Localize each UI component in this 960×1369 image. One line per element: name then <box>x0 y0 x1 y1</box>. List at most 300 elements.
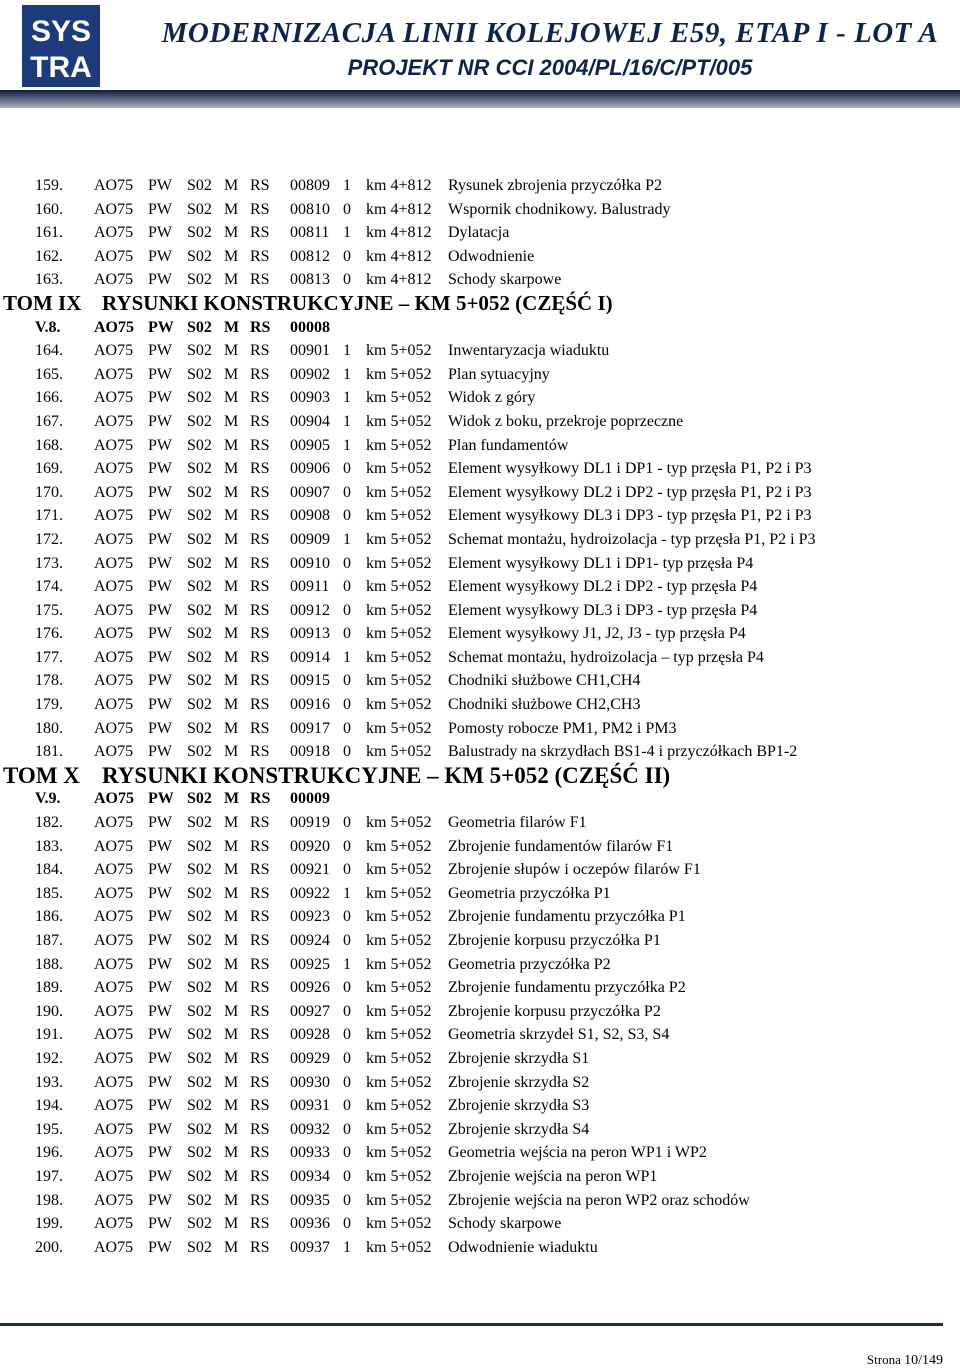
cell-rs: RS <box>250 908 270 926</box>
cell-s: S02 <box>187 412 212 430</box>
cell-num: 00915 <box>290 672 330 690</box>
cell-km: km 4+812 <box>366 247 432 265</box>
cell-km: km 5+052 <box>366 483 432 501</box>
cell-s: S02 <box>187 224 212 242</box>
cell-s: S02 <box>187 389 212 407</box>
cell-num: 00936 <box>290 1215 330 1233</box>
cell-pw: PW <box>148 554 172 572</box>
cell-pw: PW <box>148 884 172 902</box>
table-row <box>0 599 960 623</box>
cell-num: 00914 <box>290 648 330 666</box>
cell-no: 186. <box>35 908 63 926</box>
cell-m: M <box>224 861 239 879</box>
cell-pw: PW <box>148 672 172 690</box>
cell-ao: AO75 <box>94 1002 134 1020</box>
table-row <box>0 198 960 222</box>
cell-desc: Zbrojenie korpusu przyczółka P1 <box>448 932 661 949</box>
cell-km: km 5+052 <box>366 837 432 855</box>
cell-desc: Schody skarpowe <box>448 1215 562 1233</box>
cell-desc: Odwodnienie wiaduktu <box>448 1238 598 1256</box>
cell-km: km 5+052 <box>366 908 432 926</box>
cell-rev: 0 <box>343 1167 351 1185</box>
cell-ao: AO75 <box>94 837 134 855</box>
cell-ao: AO75 <box>94 1049 134 1067</box>
cell-num: 00811 <box>290 224 330 242</box>
cell-s: S02 <box>187 554 212 572</box>
cell-desc: Zbrojenie słupów i oczepów filarów F1 <box>448 861 701 879</box>
cell-m: M <box>224 1144 239 1162</box>
cell-rev: 0 <box>343 578 351 596</box>
cell-ao: AO75 <box>94 884 134 902</box>
cell-m: M <box>224 814 239 832</box>
cell-km: km 5+052 <box>366 861 432 879</box>
logo-text-top: SYS <box>30 15 92 48</box>
cell-desc: Element wysyłkowy DL2 i DP2 - typ przęsła P4 <box>448 578 758 596</box>
table-row <box>0 1071 960 1095</box>
cell-s: S02 <box>187 719 212 737</box>
cell-m: M <box>224 908 239 926</box>
cell-desc: Plan sytuacyjny <box>448 365 550 383</box>
cell-rev: 1 <box>343 389 351 407</box>
page-number: 10/149 <box>904 1353 943 1368</box>
cell-desc: Element wysyłkowy DL1 i DP1- typ przęsła P4 <box>448 554 754 572</box>
cell-rev: 1 <box>343 412 351 430</box>
cell-desc: Wspornik chodnikowy. Balustrady <box>448 200 671 218</box>
cell-km: km 5+052 <box>366 979 432 997</box>
cell-km: km 5+052 <box>366 884 432 902</box>
cell-rev: 0 <box>343 1215 351 1233</box>
volume-code-row <box>0 787 960 811</box>
cell-s: S02 <box>187 1238 212 1256</box>
cell-pw: PW <box>148 1073 172 1091</box>
cell-km: km 5+052 <box>366 460 432 478</box>
cell-num: 00923 <box>290 908 330 926</box>
cell-num: 00911 <box>290 578 330 596</box>
table-row <box>0 1141 960 1165</box>
cell-m: M <box>224 672 239 690</box>
cell-km: km 5+052 <box>366 1191 432 1209</box>
cell-m: M <box>224 884 239 902</box>
cell-rev: 1 <box>343 648 351 666</box>
cell-rev: 1 <box>343 884 351 902</box>
cell-m: M <box>224 177 239 194</box>
cell-km: km 5+052 <box>366 1120 432 1138</box>
cell-num: 00912 <box>290 601 330 619</box>
header-bar <box>0 90 960 108</box>
cell-desc: Schody skarpowe <box>448 271 562 289</box>
cell-pw: PW <box>148 1097 172 1115</box>
cell-s: S02 <box>187 1097 212 1115</box>
cell-s: S02 <box>187 507 212 525</box>
page-footer <box>867 1352 943 1369</box>
cell-desc: Zbrojenie wejścia na peron WP1 <box>448 1167 658 1185</box>
cell-desc: Zbrojenie korpusu przyczółka P2 <box>448 1002 661 1020</box>
cell-rs: RS <box>250 200 270 218</box>
cell-m: M <box>224 247 239 265</box>
table-row <box>0 221 960 245</box>
cell-no: 192. <box>35 1049 63 1067</box>
cell-num: 00904 <box>290 412 330 430</box>
cell-no: 200. <box>35 1238 63 1256</box>
cell-rev: 0 <box>343 1144 351 1162</box>
cell-m: M <box>224 1073 239 1091</box>
cell-m: M <box>224 271 239 289</box>
table-row <box>0 693 960 717</box>
cell-km: km 5+052 <box>366 412 432 430</box>
cell-km: km 5+052 <box>366 1026 432 1044</box>
cell-no: 195. <box>35 1120 63 1138</box>
cell-rs: RS <box>250 177 270 194</box>
cell-km: km 5+052 <box>366 1215 432 1233</box>
cell-m: M <box>224 389 239 407</box>
cell-rev: 0 <box>343 247 351 265</box>
cell-num: 00901 <box>290 342 330 360</box>
table-row <box>0 434 960 458</box>
cell-m: M <box>224 1097 239 1115</box>
cell-ao: AO75 <box>94 1144 134 1162</box>
cell-ao: AO75 <box>94 719 134 737</box>
cell-no: 190. <box>35 1002 63 1020</box>
cell-rev: 0 <box>343 1049 351 1067</box>
cell-rev: 0 <box>343 1097 351 1115</box>
table-row <box>0 858 960 882</box>
cell-ao: AO75 <box>94 177 134 194</box>
cell-rev: 1 <box>343 342 351 360</box>
table-row <box>0 1047 960 1071</box>
cell-pw: PW <box>148 1120 172 1138</box>
cell-rev: 0 <box>343 814 351 832</box>
cell-no: 164. <box>35 342 63 360</box>
cell-num: 00917 <box>290 719 330 737</box>
cell-desc: Schemat montażu, hydroizolacja - typ przęsła P1, P2 i P3 <box>448 530 816 548</box>
cell-pw: PW <box>148 1049 172 1067</box>
cell-no: 170. <box>35 483 63 501</box>
cell-ao: AO75 <box>94 224 134 242</box>
cell-ao: AO75 <box>94 601 134 619</box>
cell-m: M <box>224 648 239 666</box>
volume-label: TOM X <box>3 762 80 788</box>
table-row <box>0 646 960 670</box>
cell-s: S02 <box>187 814 212 832</box>
cell-s: S02 <box>187 247 212 265</box>
cell-rs: RS <box>250 1215 270 1233</box>
cell-desc: Plan fundamentów <box>448 436 569 454</box>
cell-s: S02 <box>187 1167 212 1185</box>
cell-ao: AO75 <box>94 648 134 666</box>
cell-no: 174. <box>35 578 63 596</box>
cell-ao: AO75 <box>94 1215 134 1233</box>
cell-desc: Schemat montażu, hydroizolacja – typ przęsła P4 <box>448 648 764 666</box>
cell-rs: RS <box>250 932 270 949</box>
cell-s: S02 <box>187 837 212 855</box>
cell-rev: 1 <box>343 955 351 973</box>
cell-rev: 0 <box>343 908 351 926</box>
cell-rev: 0 <box>343 507 351 525</box>
cell-num: 00910 <box>290 554 330 572</box>
table-row <box>0 835 960 859</box>
cell-rs: RS <box>250 271 270 289</box>
cell-pw: PW <box>148 224 172 242</box>
volume-label: TOM IX <box>3 290 82 315</box>
cell-s: S02 <box>187 648 212 666</box>
cell-desc: Rysunek zbrojenia przyczółka P2 <box>448 177 662 194</box>
cell-num: 00926 <box>290 979 330 997</box>
cell-num: 00920 <box>290 837 330 855</box>
cell-pw: PW <box>148 271 172 289</box>
cell-no: 196. <box>35 1144 63 1162</box>
cell-num: 00933 <box>290 1144 330 1162</box>
cell-num: 00810 <box>290 200 330 218</box>
cell-km: km 5+052 <box>366 578 432 596</box>
cell-num: 00812 <box>290 247 330 265</box>
cell-pw: PW <box>148 200 172 218</box>
table-row <box>0 528 960 552</box>
cell-m: M <box>224 1002 239 1020</box>
cell-km: km 5+052 <box>366 365 432 383</box>
cell-rs: RS <box>250 1097 270 1115</box>
cell-m: M <box>224 578 239 596</box>
cell-km: km 4+812 <box>366 271 432 289</box>
cell-rs: RS <box>250 389 270 407</box>
cell-ao: AO75 <box>94 932 134 949</box>
cell-no: 167. <box>35 412 63 430</box>
cell-rev: 0 <box>343 483 351 501</box>
cell-s: S02 <box>187 436 212 454</box>
cell-pw: PW <box>148 530 172 548</box>
cell-km: km 5+052 <box>366 1097 432 1115</box>
cell-desc: Zbrojenie fundamentu przyczółka P2 <box>448 979 686 997</box>
cell-num: 00922 <box>290 884 330 902</box>
cell-s: S02 <box>187 365 212 383</box>
cell-desc: Geometria wejścia na peron WP1 i WP2 <box>448 1144 707 1162</box>
cell-desc: Chodniki służbowe CH1,CH4 <box>448 672 641 690</box>
table-row <box>0 386 960 410</box>
cell-desc: Inwentaryzacja wiaduktu <box>448 342 610 360</box>
cell-ao: AO75 <box>94 955 134 973</box>
cell-pw: PW <box>148 601 172 619</box>
cell-s: S02 <box>187 790 212 808</box>
cell-m: M <box>224 1238 239 1256</box>
cell-no: 179. <box>35 696 63 714</box>
cell-rev: 0 <box>343 1073 351 1091</box>
cell-no: 185. <box>35 884 63 902</box>
cell-num: 00908 <box>290 507 330 525</box>
cell-m: M <box>224 1191 239 1209</box>
cell-no: 163. <box>35 271 63 289</box>
cell-ao: AO75 <box>94 507 134 525</box>
cell-no: 182. <box>35 814 63 832</box>
cell-desc: Zbrojenie skrzydła S3 <box>448 1097 590 1115</box>
table-row <box>0 245 960 269</box>
cell-ao: AO75 <box>94 1120 134 1138</box>
cell-s: S02 <box>187 1026 212 1044</box>
cell-num: 00008 <box>290 318 330 336</box>
cell-pw: PW <box>148 790 174 808</box>
cell-ao: AO75 <box>94 247 134 265</box>
cell-s: S02 <box>187 884 212 902</box>
cell-rev: 0 <box>343 743 351 761</box>
cell-s: S02 <box>187 271 212 289</box>
cell-desc: Element wysyłkowy DL3 i DP3 - typ przęsła P4 <box>448 601 758 619</box>
cell-no: 173. <box>35 554 63 572</box>
cell-rs: RS <box>250 1073 270 1091</box>
cell-no: 161. <box>35 224 63 242</box>
table-row <box>0 905 960 929</box>
cell-no: 176. <box>35 625 63 643</box>
cell-pw: PW <box>148 389 172 407</box>
cell-rev: 1 <box>343 436 351 454</box>
cell-no: 193. <box>35 1073 63 1091</box>
cell-rev: 0 <box>343 1026 351 1044</box>
page-label: Strona <box>866 1352 901 1367</box>
cell-rs: RS <box>250 554 270 572</box>
cell-ao: AO75 <box>94 1191 134 1209</box>
cell-pw: PW <box>148 955 172 973</box>
cell-rev: 1 <box>343 1238 351 1256</box>
cell-s: S02 <box>187 318 212 336</box>
cell-rs: RS <box>250 247 270 265</box>
cell-rev: 0 <box>343 719 351 737</box>
project-number: PROJEKT NR CCI 2004/PL/16/C/PT/005 <box>347 55 753 80</box>
cell-s: S02 <box>187 932 212 949</box>
cell-pw: PW <box>148 342 172 360</box>
cell-rev: 0 <box>343 200 351 218</box>
cell-rs: RS <box>250 1191 270 1209</box>
cell-m: M <box>224 625 239 643</box>
cell-pw: PW <box>148 1002 172 1020</box>
cell-km: km 5+052 <box>366 530 432 548</box>
cell-rs: RS <box>250 412 270 430</box>
cell-km: km 5+052 <box>366 1167 432 1185</box>
cell-ao: AO75 <box>94 530 134 548</box>
cell-desc: Zbrojenie skrzydła S2 <box>448 1073 590 1091</box>
cell-s: S02 <box>187 979 212 997</box>
cell-km: km 5+052 <box>366 436 432 454</box>
cell-desc: Odwodnienie <box>448 247 535 265</box>
cell-m: M <box>224 932 239 949</box>
cell-s: S02 <box>187 530 212 548</box>
cell-desc: Widok z góry <box>448 389 536 407</box>
table-row <box>0 504 960 528</box>
cell-rs: RS <box>250 625 270 643</box>
cell-m: M <box>224 318 240 336</box>
cell-pw: PW <box>148 1238 172 1256</box>
cell-km: km 4+812 <box>366 177 432 194</box>
cell-km: km 5+052 <box>366 342 432 360</box>
cell-s: S02 <box>187 955 212 973</box>
volume-title: RYSUNKI KONSTRUKCYJNE – KM 5+052 (CZĘŚĆ II) <box>102 762 671 788</box>
cell-pw: PW <box>148 1144 172 1162</box>
cell-km: km 5+052 <box>366 507 432 525</box>
cell-no: 199. <box>35 1215 63 1233</box>
cell-no: 168. <box>35 436 63 454</box>
table-row <box>0 882 960 906</box>
cell-pw: PW <box>148 719 172 737</box>
cell-no: 169. <box>35 460 63 478</box>
cell-s: S02 <box>187 1120 212 1138</box>
cell-pw: PW <box>148 861 172 879</box>
cell-num: 00924 <box>290 932 330 949</box>
cell-rs: RS <box>250 1120 270 1138</box>
cell-rev: 1 <box>343 530 351 548</box>
cell-ao: AO75 <box>94 979 134 997</box>
cell-desc: Element wysyłkowy DL2 i DP2 - typ przęsła P1, P2 i P3 <box>448 483 812 501</box>
cell-rs: RS <box>250 1026 270 1044</box>
cell-rev: 0 <box>343 554 351 572</box>
cell-no: 189. <box>35 979 63 997</box>
drawing-list <box>0 174 960 1259</box>
cell-rs: RS <box>250 837 270 855</box>
cell-desc: Pomosty robocze PM1, PM2 i PM3 <box>448 719 677 737</box>
cell-rs: RS <box>250 743 270 761</box>
cell-no: 162. <box>35 247 63 265</box>
cell-num: 00921 <box>290 861 330 879</box>
cell-desc: Balustrady na skrzydłach BS1-4 i przyczółkach BP1-2 <box>448 743 798 761</box>
cell-km: km 5+052 <box>366 625 432 643</box>
cell-s: S02 <box>187 861 212 879</box>
cell-num: 00919 <box>290 814 330 832</box>
cell-km: km 5+052 <box>366 955 432 973</box>
table-row <box>0 339 960 363</box>
cell-no: 188. <box>35 955 63 973</box>
cell-ao: AO75 <box>94 1097 134 1115</box>
cell-rev: 0 <box>343 672 351 690</box>
cell-rs: RS <box>250 1238 270 1256</box>
cell-rs: RS <box>250 719 270 737</box>
cell-s: S02 <box>187 177 212 194</box>
cell-num: 00929 <box>290 1049 330 1067</box>
cell-km: km 5+052 <box>366 1049 432 1067</box>
cell-ao: AO75 <box>94 460 134 478</box>
cell-pw: PW <box>148 625 172 643</box>
cell-m: M <box>224 1167 239 1185</box>
cell-m: M <box>224 342 239 360</box>
cell-m: M <box>224 200 239 218</box>
cell-no: V.8. <box>35 318 61 336</box>
cell-desc: Element wysyłkowy J1, J2, J3 - typ przęsła P4 <box>448 625 746 643</box>
table-row <box>0 268 960 292</box>
cell-km: km 5+052 <box>366 1238 432 1256</box>
cell-pw: PW <box>148 318 174 336</box>
cell-rs: RS <box>250 979 270 997</box>
cell-num: 00009 <box>290 790 330 808</box>
cell-ao: AO75 <box>94 743 134 761</box>
cell-pw: PW <box>148 932 172 949</box>
cell-ao: AO75 <box>94 696 134 714</box>
cell-no: 172. <box>35 530 63 548</box>
table-row <box>0 552 960 576</box>
cell-desc: Geometria skrzydeł S1, S2, S3, S4 <box>448 1026 670 1044</box>
cell-m: M <box>224 365 239 383</box>
cell-m: M <box>224 837 239 855</box>
cell-rs: RS <box>250 790 271 808</box>
table-row <box>0 410 960 434</box>
cell-m: M <box>224 554 239 572</box>
cell-no: 180. <box>35 719 63 737</box>
cell-rev: 0 <box>343 271 351 289</box>
cell-s: S02 <box>187 342 212 360</box>
cell-no: V.9. <box>35 790 61 808</box>
cell-ao: AO75 <box>94 389 134 407</box>
cell-pw: PW <box>148 507 172 525</box>
cell-m: M <box>224 1215 239 1233</box>
cell-num: 00809 <box>290 177 330 194</box>
cell-rs: RS <box>250 955 270 973</box>
cell-rs: RS <box>250 814 270 832</box>
cell-s: S02 <box>187 696 212 714</box>
table-row <box>0 1165 960 1189</box>
cell-ao: AO75 <box>94 554 134 572</box>
